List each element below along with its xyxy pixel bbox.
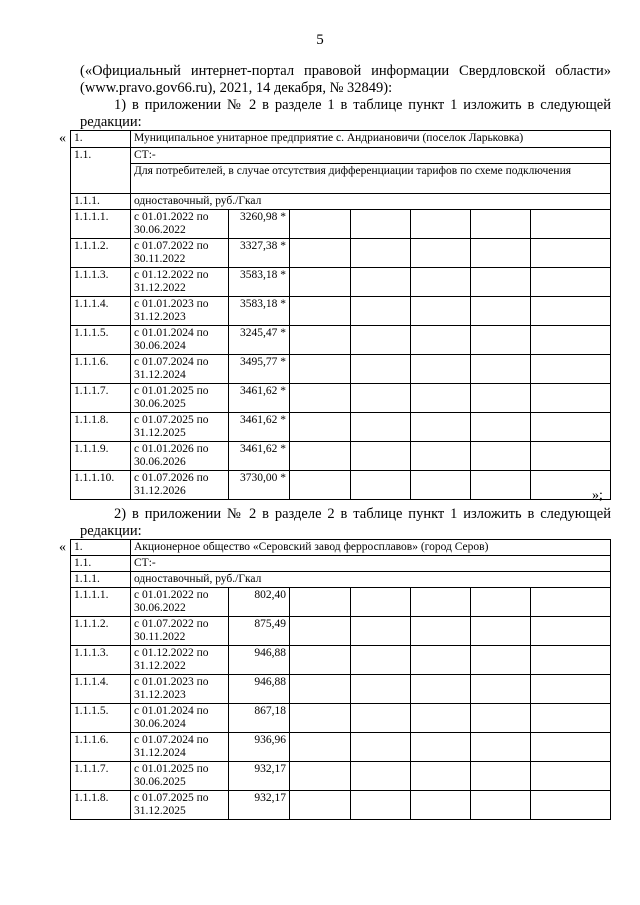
rate-type-number: 1.1.1. — [71, 194, 131, 210]
period: с 01.07.2024 по 31.12.2024 — [131, 733, 229, 762]
row-number: 1.1.1.7. — [71, 384, 131, 413]
empty-cell — [351, 704, 411, 733]
org-name: Муниципальное унитарное предприятие с. Андриановичи (поселок Ларьковка) — [131, 131, 611, 148]
tariff-row — [71, 384, 611, 413]
empty-cell — [471, 617, 531, 646]
tariff-row — [71, 297, 611, 326]
item2-line-1: 2) в приложении № 2 в разделе 2 в таблице пункт 1 изложить в следующей — [114, 506, 611, 522]
empty-cell — [411, 210, 471, 239]
tariff-value: 3245,47 * — [229, 326, 290, 355]
period: с 01.01.2025 по 30.06.2025 — [131, 762, 229, 791]
tariff-row — [71, 413, 611, 442]
tariff-row — [71, 588, 611, 617]
period: с 01.01.2024 по 30.06.2024 — [131, 704, 229, 733]
rate-type-row — [71, 194, 611, 210]
row-number: 1.1.1.2. — [71, 239, 131, 268]
tariff-value: 3260,98 * — [229, 210, 290, 239]
row-number: 1.1.1.5. — [71, 704, 131, 733]
period: с 01.01.2023 по 31.12.2023 — [131, 297, 229, 326]
system-row — [71, 148, 611, 164]
tariff-row — [71, 239, 611, 268]
tariff-row — [71, 471, 611, 500]
empty-cell — [351, 384, 411, 413]
period: с 01.12.2022 по 31.12.2022 — [131, 646, 229, 675]
empty-cell — [471, 413, 531, 442]
tariff-value: 3583,18 * — [229, 268, 290, 297]
empty-cell — [290, 733, 351, 762]
empty-cell — [351, 588, 411, 617]
empty-cell — [351, 413, 411, 442]
empty-cell — [471, 733, 531, 762]
row-number: 1.1.1.9. — [71, 442, 131, 471]
org-number: 1. — [71, 131, 131, 148]
empty-cell — [351, 762, 411, 791]
empty-cell — [471, 442, 531, 471]
tariff-value: 875,49 — [229, 617, 290, 646]
empty-cell — [411, 704, 471, 733]
tariff-row — [71, 326, 611, 355]
empty-cell — [290, 704, 351, 733]
empty-cell — [411, 297, 471, 326]
tariff-value: 3461,62 * — [229, 442, 290, 471]
tariff-value: 3730,00 * — [229, 471, 290, 500]
empty-cell — [351, 210, 411, 239]
empty-cell — [531, 617, 611, 646]
empty-cell — [290, 268, 351, 297]
empty-cell — [290, 355, 351, 384]
rate-type-label: одноставочный, руб./Гкал — [131, 572, 611, 588]
tariff-value: 946,88 — [229, 646, 290, 675]
note-row — [71, 164, 611, 194]
period: с 01.01.2022 по 30.06.2022 — [131, 588, 229, 617]
empty-cell — [290, 646, 351, 675]
empty-cell — [411, 646, 471, 675]
empty-cell — [351, 733, 411, 762]
tariff-table-2 — [70, 539, 611, 820]
empty-cell — [351, 646, 411, 675]
period: с 01.07.2024 по 31.12.2024 — [131, 355, 229, 384]
row-number: 1.1.1.3. — [71, 268, 131, 297]
empty-cell — [411, 675, 471, 704]
empty-cell — [290, 791, 351, 820]
empty-cell — [471, 384, 531, 413]
tariff-row — [71, 355, 611, 384]
empty-cell — [411, 442, 471, 471]
period: с 01.01.2023 по 31.12.2023 — [131, 675, 229, 704]
tariff-row — [71, 791, 611, 820]
empty-cell — [471, 268, 531, 297]
empty-cell — [531, 297, 611, 326]
org-number: 1. — [71, 540, 131, 556]
period: с 01.01.2024 по 30.06.2024 — [131, 326, 229, 355]
tariff-row — [71, 268, 611, 297]
rate-type-label: одноставочный, руб./Гкал — [131, 194, 611, 210]
empty-cell — [531, 210, 611, 239]
empty-cell — [531, 442, 611, 471]
row-number: 1.1.1.2. — [71, 617, 131, 646]
tariff-value: 802,40 — [229, 588, 290, 617]
empty-cell — [351, 675, 411, 704]
empty-cell — [290, 762, 351, 791]
empty-cell — [290, 326, 351, 355]
tariff-value: 932,17 — [229, 791, 290, 820]
empty-cell — [471, 704, 531, 733]
empty-cell — [471, 297, 531, 326]
empty-cell — [351, 617, 411, 646]
empty-cell — [411, 733, 471, 762]
tariff-row — [71, 762, 611, 791]
rate-type-number: 1.1.1. — [71, 572, 131, 588]
item2-line-2: редакции: — [80, 523, 142, 539]
tariff-value: 3327,38 * — [229, 239, 290, 268]
empty-cell — [531, 791, 611, 820]
empty-cell — [471, 239, 531, 268]
empty-cell — [290, 210, 351, 239]
opening-quote-1: « — [59, 131, 66, 146]
empty-cell — [471, 791, 531, 820]
period: с 01.01.2022 по 30.06.2022 — [131, 210, 229, 239]
empty-cell — [290, 297, 351, 326]
empty-cell — [411, 268, 471, 297]
empty-cell — [411, 239, 471, 268]
empty-cell — [471, 326, 531, 355]
item1-line-2: редакции: — [80, 114, 142, 130]
row-number: 1.1.1.4. — [71, 297, 131, 326]
tariff-row — [71, 617, 611, 646]
closing-quote: »; — [592, 488, 603, 503]
empty-cell — [411, 413, 471, 442]
empty-cell — [290, 442, 351, 471]
empty-cell — [290, 675, 351, 704]
system-label: СТ:- — [131, 556, 611, 572]
empty-cell — [471, 646, 531, 675]
tariff-value: 3461,62 * — [229, 384, 290, 413]
empty-cell — [531, 762, 611, 791]
empty-cell — [411, 471, 471, 500]
tariff-row — [71, 646, 611, 675]
empty-cell — [471, 210, 531, 239]
empty-cell — [351, 268, 411, 297]
period: с 01.07.2022 по 30.11.2022 — [131, 239, 229, 268]
intro-line-2: (www.pravo.gov66.ru), 2021, 14 декабря, № 32849): — [80, 80, 393, 96]
empty-cell — [531, 355, 611, 384]
tariff-table-1 — [70, 130, 611, 500]
system-number: 1.1. — [71, 148, 131, 194]
tariff-value: 3495,77 * — [229, 355, 290, 384]
row-number: 1.1.1.1. — [71, 588, 131, 617]
org-name: Акционерное общество «Серовский завод ферросплавов» (город Серов) — [131, 540, 611, 556]
row-number: 1.1.1.6. — [71, 355, 131, 384]
row-number: 1.1.1.5. — [71, 326, 131, 355]
empty-cell — [411, 617, 471, 646]
tariff-value: 867,18 — [229, 704, 290, 733]
item1-line-1: 1) в приложении № 2 в разделе 1 в таблице пункт 1 изложить в следующей — [114, 97, 611, 113]
period: с 01.01.2025 по 30.06.2025 — [131, 384, 229, 413]
empty-cell — [411, 762, 471, 791]
row-number: 1.1.1.8. — [71, 791, 131, 820]
empty-cell — [531, 384, 611, 413]
rate-type-row — [71, 572, 611, 588]
page-number: 5 — [316, 32, 324, 48]
tariff-value: 3583,18 * — [229, 297, 290, 326]
empty-cell — [531, 675, 611, 704]
empty-cell — [290, 239, 351, 268]
row-number: 1.1.1.8. — [71, 413, 131, 442]
empty-cell — [351, 326, 411, 355]
tariff-row — [71, 210, 611, 239]
period: с 01.07.2022 по 30.11.2022 — [131, 617, 229, 646]
empty-cell — [411, 326, 471, 355]
tariff-value: 3461,62 * — [229, 413, 290, 442]
org-row — [71, 540, 611, 556]
row-number: 1.1.1.1. — [71, 210, 131, 239]
empty-cell — [411, 588, 471, 617]
empty-cell — [531, 413, 611, 442]
system-label: СТ:- — [131, 148, 611, 164]
period: с 01.01.2026 по 30.06.2026 — [131, 442, 229, 471]
empty-cell — [290, 384, 351, 413]
row-number: 1.1.1.10. — [71, 471, 131, 500]
empty-cell — [290, 413, 351, 442]
system-row — [71, 556, 611, 572]
empty-cell — [471, 762, 531, 791]
row-number: 1.1.1.6. — [71, 733, 131, 762]
empty-cell — [531, 704, 611, 733]
tariff-row — [71, 733, 611, 762]
empty-cell — [351, 791, 411, 820]
empty-cell — [290, 588, 351, 617]
empty-cell — [411, 355, 471, 384]
empty-cell — [531, 239, 611, 268]
intro-line-1: («Официальный интернет-портал правовой информации Свердловской области» — [80, 63, 611, 79]
empty-cell — [531, 326, 611, 355]
tariff-value: 946,88 — [229, 675, 290, 704]
empty-cell — [351, 442, 411, 471]
period: с 01.07.2025 по 31.12.2025 — [131, 413, 229, 442]
empty-cell — [531, 646, 611, 675]
empty-cell — [290, 471, 351, 500]
empty-cell — [290, 617, 351, 646]
empty-cell — [351, 297, 411, 326]
consumer-note: Для потребителей, в случае отсутствия дифференциации тарифов по схеме подключения — [131, 164, 611, 194]
empty-cell — [531, 268, 611, 297]
empty-cell — [351, 471, 411, 500]
tariff-row — [71, 442, 611, 471]
period: с 01.07.2025 по 31.12.2025 — [131, 791, 229, 820]
org-row — [71, 131, 611, 148]
empty-cell — [351, 355, 411, 384]
period: с 01.12.2022 по 31.12.2022 — [131, 268, 229, 297]
tariff-row — [71, 675, 611, 704]
tariff-row — [71, 704, 611, 733]
empty-cell — [531, 733, 611, 762]
opening-quote-2: « — [59, 540, 66, 555]
empty-cell — [411, 791, 471, 820]
row-number: 1.1.1.4. — [71, 675, 131, 704]
empty-cell — [471, 675, 531, 704]
empty-cell — [471, 355, 531, 384]
system-number: 1.1. — [71, 556, 131, 572]
empty-cell — [351, 239, 411, 268]
period: с 01.07.2026 по 31.12.2026 — [131, 471, 229, 500]
tariff-value: 932,17 — [229, 762, 290, 791]
tariff-value: 936,96 — [229, 733, 290, 762]
empty-cell — [411, 384, 471, 413]
row-number: 1.1.1.7. — [71, 762, 131, 791]
empty-cell — [471, 471, 531, 500]
empty-cell — [531, 588, 611, 617]
row-number: 1.1.1.3. — [71, 646, 131, 675]
empty-cell — [471, 588, 531, 617]
